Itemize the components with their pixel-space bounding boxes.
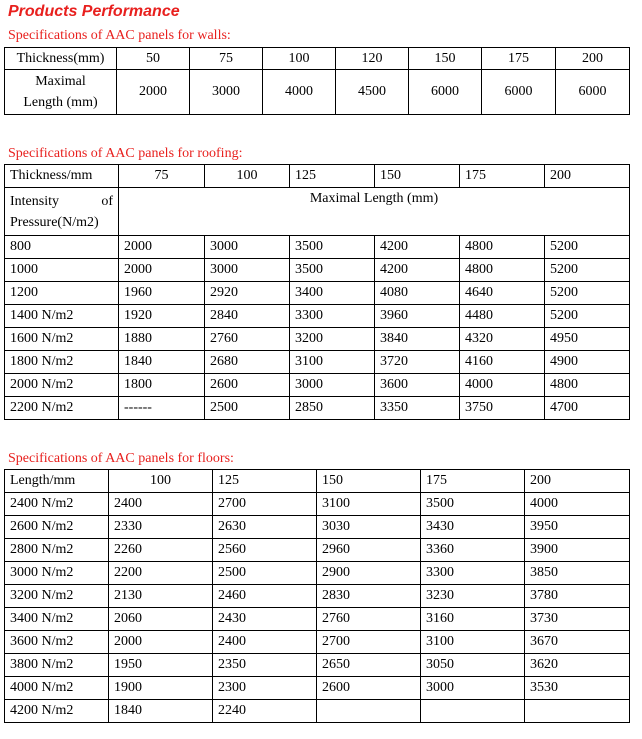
floors-value-cell: 3160 — [421, 608, 525, 631]
floors-value-cell: 1900 — [109, 677, 213, 700]
floors-row — [5, 493, 630, 516]
floors-value-cell: 2000 — [109, 631, 213, 654]
floors-row — [5, 562, 630, 585]
floors-value-cell: 3300 — [421, 562, 525, 585]
roofing-value-cell: 2680 — [205, 351, 290, 374]
roofing-value-cell: 5200 — [545, 236, 630, 259]
floors-length-cell: 175 — [421, 470, 525, 493]
floors-length-cell: 200 — [525, 470, 630, 493]
roofing-thickness-cell: 175 — [460, 165, 545, 188]
roofing-value-cell: 3000 — [205, 236, 290, 259]
floors-value-cell: 3430 — [421, 516, 525, 539]
floors-value-cell: 2600 — [317, 677, 421, 700]
roofing-value-cell: 2000 — [119, 259, 205, 282]
walls-length-cell: 6000 — [409, 70, 482, 115]
floors-value-cell: 2060 — [109, 608, 213, 631]
floors-value-cell: 2430 — [213, 608, 317, 631]
floors-value-cell — [317, 700, 421, 723]
floors-value-cell: 2700 — [317, 631, 421, 654]
floors-value-cell: 2830 — [317, 585, 421, 608]
floors-pressure-cell: 3000 N/m2 — [5, 562, 109, 585]
walls-length-label — [5, 70, 117, 115]
roofing-value-cell: 4800 — [545, 374, 630, 397]
roofing-value-cell: 4700 — [545, 397, 630, 420]
roofing-value-cell: 4480 — [460, 305, 545, 328]
floors-value-cell: 3100 — [421, 631, 525, 654]
roofing-thickness-label: Thickness/mm — [5, 165, 119, 188]
floors-value-cell — [421, 700, 525, 723]
roofing-row — [5, 236, 630, 259]
walls-thickness-label: Thickness(mm) — [5, 48, 117, 70]
floors-row — [5, 608, 630, 631]
floors-value-cell: 3360 — [421, 539, 525, 562]
roofing-value-cell: 1840 — [119, 351, 205, 374]
floors-value-cell: 3000 — [421, 677, 525, 700]
roofing-value-cell: 3500 — [290, 259, 375, 282]
floors-value-cell: 1950 — [109, 654, 213, 677]
roofing-table — [4, 164, 630, 420]
walls-thickness-cell: 150 — [409, 48, 482, 70]
roofing-value-cell: 3750 — [460, 397, 545, 420]
roofing-pressure-cell: 2200 N/m2 — [5, 397, 119, 420]
roofing-value-cell: 2000 — [119, 236, 205, 259]
roofing-value-cell: 4950 — [545, 328, 630, 351]
floors-value-cell — [525, 700, 630, 723]
floors-value-cell: 2500 — [213, 562, 317, 585]
roofing-value-cell: 3200 — [290, 328, 375, 351]
roofing-value-cell: 4640 — [460, 282, 545, 305]
floors-row — [5, 631, 630, 654]
floors-row — [5, 700, 630, 723]
walls-thickness-cell: 200 — [556, 48, 630, 70]
floors-length-cell: 100 — [109, 470, 213, 493]
roofing-value-cell: 3720 — [375, 351, 460, 374]
floors-pressure-cell: 3400 N/m2 — [5, 608, 109, 631]
floors-value-cell: 2400 — [109, 493, 213, 516]
walls-thickness-cell: 100 — [263, 48, 336, 70]
floors-pressure-cell: 4000 N/m2 — [5, 677, 109, 700]
floors-row — [5, 539, 630, 562]
floors-value-cell: 3670 — [525, 631, 630, 654]
floors-length-label: Length/mm — [5, 470, 109, 493]
roofing-row — [5, 351, 630, 374]
floors-value-cell: 2330 — [109, 516, 213, 539]
roofing-value-cell: 3300 — [290, 305, 375, 328]
floors-value-cell: 4000 — [525, 493, 630, 516]
roofing-value-cell: 2850 — [290, 397, 375, 420]
roofing-span-label: Maximal Length (mm) — [119, 188, 630, 236]
roofing-pressure-cell: 1000 — [5, 259, 119, 282]
roofing-pressure-label — [5, 188, 119, 236]
roofing-pressure-cell: 1800 N/m2 — [5, 351, 119, 374]
floors-pressure-cell: 3800 N/m2 — [5, 654, 109, 677]
walls-length-cell: 3000 — [190, 70, 263, 115]
roofing-row — [5, 374, 630, 397]
roofing-pressure-cell: 1400 N/m2 — [5, 305, 119, 328]
roofing-caption: Specifications of AAC panels for roofing: — [8, 146, 243, 161]
roofing-value-cell: 5200 — [545, 259, 630, 282]
floors-value-cell: 2900 — [317, 562, 421, 585]
floors-pressure-cell: 2800 N/m2 — [5, 539, 109, 562]
floors-value-cell: 2700 — [213, 493, 317, 516]
floors-value-cell: 2560 — [213, 539, 317, 562]
floors-value-cell: 3100 — [317, 493, 421, 516]
floors-row — [5, 677, 630, 700]
walls-length-cell: 4000 — [263, 70, 336, 115]
floors-value-cell: 2400 — [213, 631, 317, 654]
roofing-pressure-label-line1 — [10, 191, 113, 212]
floors-value-cell: 3500 — [421, 493, 525, 516]
roofing-value-cell: 1960 — [119, 282, 205, 305]
floors-value-cell: 2300 — [213, 677, 317, 700]
walls-length-label-line2: Length (mm) — [23, 95, 98, 110]
floors-pressure-cell: 3600 N/m2 — [5, 631, 109, 654]
floors-value-cell: 3950 — [525, 516, 630, 539]
floors-length-cell: 150 — [317, 470, 421, 493]
walls-thickness-cell: 50 — [117, 48, 190, 70]
roofing-value-cell: 1880 — [119, 328, 205, 351]
floors-value-cell: 2200 — [109, 562, 213, 585]
roofing-value-cell: 2840 — [205, 305, 290, 328]
floors-value-cell: 2460 — [213, 585, 317, 608]
roofing-pressure-cell: 2000 N/m2 — [5, 374, 119, 397]
roofing-pressure-cell: 1600 N/m2 — [5, 328, 119, 351]
floors-value-cell: 3620 — [525, 654, 630, 677]
roofing-value-cell: 3100 — [290, 351, 375, 374]
roofing-value-cell: 3400 — [290, 282, 375, 305]
floors-pressure-cell: 2400 N/m2 — [5, 493, 109, 516]
floors-rows — [5, 493, 630, 723]
roofing-value-cell: 4200 — [375, 259, 460, 282]
floors-caption: Specifications of AAC panels for floors: — [8, 451, 234, 466]
walls-length-cell: 2000 — [117, 70, 190, 115]
roofing-value-cell: 4900 — [545, 351, 630, 374]
roofing-pressure-label-word2: of — [101, 193, 113, 209]
roofing-value-cell: 4320 — [460, 328, 545, 351]
roofing-value-cell: 4000 — [460, 374, 545, 397]
roofing-rows — [5, 236, 630, 420]
floors-value-cell: 2960 — [317, 539, 421, 562]
floors-length-row — [5, 470, 630, 493]
floors-value-cell: 3030 — [317, 516, 421, 539]
floors-row — [5, 654, 630, 677]
roofing-value-cell: 3500 — [290, 236, 375, 259]
walls-table — [4, 47, 630, 115]
roofing-value-cell: 5200 — [545, 305, 630, 328]
floors-value-cell: 1840 — [109, 700, 213, 723]
walls-thickness-cell: 75 — [190, 48, 263, 70]
roofing-row — [5, 328, 630, 351]
roofing-value-cell: 3000 — [290, 374, 375, 397]
roofing-value-cell: 4160 — [460, 351, 545, 374]
roofing-value-cell: 2920 — [205, 282, 290, 305]
floors-value-cell: 2130 — [109, 585, 213, 608]
walls-length-row — [5, 70, 630, 115]
roofing-pressure-header-row — [5, 188, 630, 236]
floors-value-cell: 3230 — [421, 585, 525, 608]
floors-value-cell: 3730 — [525, 608, 630, 631]
floors-value-cell: 2650 — [317, 654, 421, 677]
roofing-value-cell: 3350 — [375, 397, 460, 420]
roofing-value-cell: 3960 — [375, 305, 460, 328]
roofing-value-cell: 1800 — [119, 374, 205, 397]
floors-value-cell: 3530 — [525, 677, 630, 700]
floors-value-cell: 2350 — [213, 654, 317, 677]
roofing-pressure-label-word1: Intensity — [10, 193, 59, 209]
roofing-value-cell: 3000 — [205, 259, 290, 282]
roofing-thickness-cell: 150 — [375, 165, 460, 188]
page-title: Products Performance — [8, 3, 180, 20]
floors-value-cell: 2760 — [317, 608, 421, 631]
roofing-value-cell: 4800 — [460, 259, 545, 282]
roofing-value-cell: 3840 — [375, 328, 460, 351]
roofing-value-cell: 2600 — [205, 374, 290, 397]
roofing-pressure-cell: 1200 — [5, 282, 119, 305]
walls-caption: Specifications of AAC panels for walls: — [8, 28, 231, 43]
floors-value-cell: 3780 — [525, 585, 630, 608]
floors-pressure-cell: 2600 N/m2 — [5, 516, 109, 539]
roofing-pressure-label-line2: Pressure(N/m2) — [10, 214, 99, 230]
floors-value-cell: 3850 — [525, 562, 630, 585]
floors-length-cell: 125 — [213, 470, 317, 493]
walls-length-cell: 6000 — [482, 70, 556, 115]
roofing-value-cell: 4800 — [460, 236, 545, 259]
roofing-thickness-row — [5, 165, 630, 188]
roofing-value-cell: 2500 — [205, 397, 290, 420]
floors-value-cell: 2260 — [109, 539, 213, 562]
floors-pressure-cell: 3200 N/m2 — [5, 585, 109, 608]
roofing-thickness-cell: 200 — [545, 165, 630, 188]
roofing-row — [5, 282, 630, 305]
roofing-value-cell: 1920 — [119, 305, 205, 328]
floors-row — [5, 585, 630, 608]
walls-thickness-cell: 120 — [336, 48, 409, 70]
roofing-value-cell: 2760 — [205, 328, 290, 351]
roofing-thickness-cell: 75 — [119, 165, 205, 188]
roofing-value-cell: 4080 — [375, 282, 460, 305]
roofing-row — [5, 397, 630, 420]
roofing-pressure-cell: 800 — [5, 236, 119, 259]
walls-length-cell: 4500 — [336, 70, 409, 115]
floors-value-cell: 3900 — [525, 539, 630, 562]
floors-value-cell: 2240 — [213, 700, 317, 723]
floors-value-cell: 2630 — [213, 516, 317, 539]
roofing-value-cell: 3600 — [375, 374, 460, 397]
floors-value-cell: 3050 — [421, 654, 525, 677]
roofing-thickness-cell: 100 — [205, 165, 290, 188]
roofing-value-cell: 5200 — [545, 282, 630, 305]
roofing-value-cell: 4200 — [375, 236, 460, 259]
walls-thickness-row — [5, 48, 630, 70]
roofing-row — [5, 305, 630, 328]
roofing-row — [5, 259, 630, 282]
walls-length-cell: 6000 — [556, 70, 630, 115]
floors-pressure-cell: 4200 N/m2 — [5, 700, 109, 723]
floors-table — [4, 469, 630, 723]
floors-row — [5, 516, 630, 539]
roofing-value-cell: ------ — [119, 397, 205, 420]
roofing-thickness-cell: 125 — [290, 165, 375, 188]
walls-thickness-cell: 175 — [482, 48, 556, 70]
walls-length-label-line1: Maximal — [35, 74, 86, 89]
